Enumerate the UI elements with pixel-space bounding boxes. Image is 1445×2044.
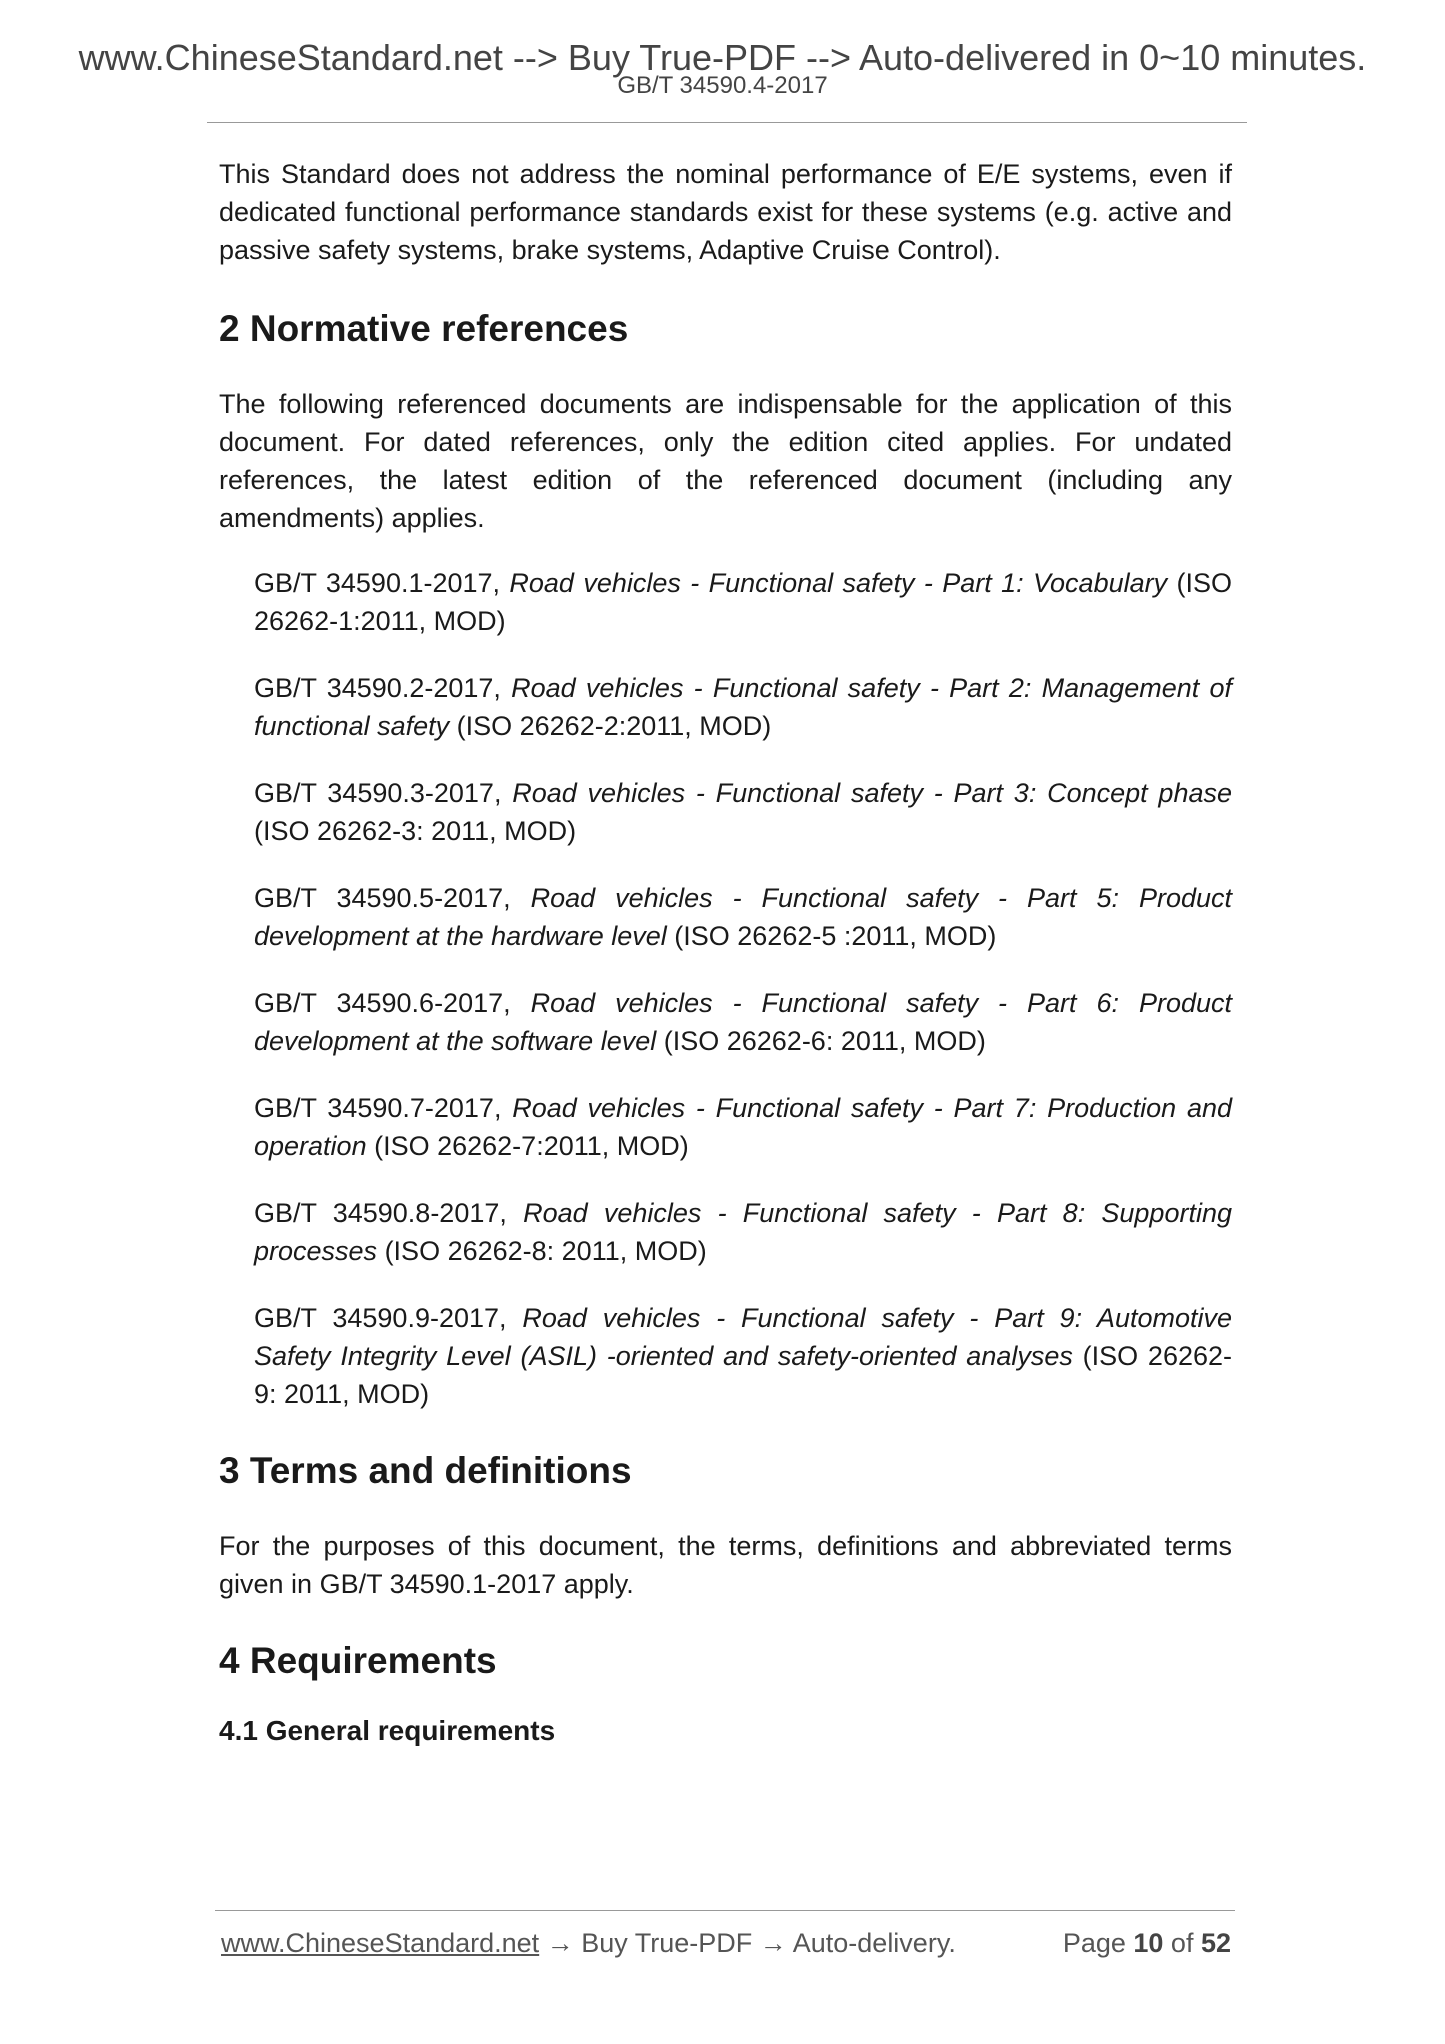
page-label: Page <box>1062 1928 1134 1958</box>
reference-title: Road vehicles - Functional safety - Part 3: Concept phase <box>512 778 1232 808</box>
reference-title: Road vehicles - Functional safety - Part 5: Product development at the hardware level <box>254 883 1232 951</box>
reference-item <box>254 879 1232 955</box>
reference-suffix: (ISO 26262-6: 2011, MOD) <box>656 1026 986 1056</box>
reference-title: Road vehicles - Functional safety - Part 1: Vocabulary <box>509 568 1168 598</box>
page-of-label: of <box>1163 1928 1201 1958</box>
page-footer <box>221 1926 1231 1960</box>
section-2-paragraph: The following referenced documents are indispensable for the application of this document. For dated references, only the edition cited applies. For undated references, the latest edition of the referenced document (including any amendments) applies. <box>219 389 1232 533</box>
reference-suffix: (ISO 26262-1:2011, MOD) <box>254 568 1232 636</box>
footer-delivery-text: → Buy True-PDF → Auto-delivery. <box>539 1928 956 1958</box>
reference-suffix: (ISO 26262-8: 2011, MOD) <box>377 1236 707 1266</box>
standard-code: GB/T 34590.4-2017 <box>617 72 828 99</box>
reference-item <box>254 1194 1232 1270</box>
reference-suffix: (ISO 26262-7:2011, MOD) <box>366 1131 689 1161</box>
reference-item <box>254 984 1232 1060</box>
reference-code: GB/T 34590.1-2017, <box>254 568 510 598</box>
reference-item <box>254 1299 1232 1413</box>
intro-paragraph: This Standard does not address the nominal performance of E/E systems, even if dedicated functional performance standards exist for these systems (e.g. active and passive safety systems, brake systems, Adaptive Cruise Control). <box>219 159 1232 265</box>
reference-code: GB/T 34590.6-2017, <box>254 988 531 1018</box>
reference-suffix: (ISO 26262-9: 2011, MOD) <box>254 1341 1233 1409</box>
reference-item <box>254 669 1232 745</box>
section-3-heading: 3 Terms and definitions <box>219 1450 632 1491</box>
document-body <box>219 155 1232 1749</box>
total-pages: 52 <box>1200 1928 1231 1958</box>
reference-title: Road vehicles - Functional safety - Part 2: Management of functional safety <box>254 673 1232 741</box>
footer-site-link[interactable]: www.ChineseStandard.net <box>221 1928 540 1958</box>
reference-code: GB/T 34590.9-2017, <box>254 1303 523 1333</box>
reference-code: GB/T 34590.3-2017, <box>254 778 513 808</box>
reference-code: GB/T 34590.2-2017, <box>254 673 512 703</box>
reference-item <box>254 1089 1232 1165</box>
reference-suffix: (ISO 26262-5 :2011, MOD) <box>666 921 997 951</box>
reference-suffix: (ISO 26262-3: 2011, MOD) <box>254 816 577 846</box>
section-4-heading: 4 Requirements <box>219 1640 497 1681</box>
reference-item <box>254 564 1232 640</box>
reference-title: Road vehicles - Functional safety - Part 9: Automotive Safety Integrity Level (ASIL) -oriented and safety-oriented analyses <box>254 1303 1232 1371</box>
section-3-paragraph: For the purposes of this document, the terms, definitions and abbreviated terms given in GB/T 34590.1-2017 apply. <box>219 1531 1232 1599</box>
header-banner[interactable]: www.ChineseStandard.net --> Buy True-PDF --> Auto-delivered in 0~10 minutes. <box>78 37 1367 78</box>
reference-code: GB/T 34590.8-2017, <box>254 1198 524 1228</box>
page-number: 10 <box>1133 1928 1164 1958</box>
footer-divider <box>215 1910 1235 1911</box>
reference-title: Road vehicles - Functional safety - Part 6: Product development at the software level <box>254 988 1232 1056</box>
reference-title: Road vehicles - Functional safety - Part 8: Supporting processes <box>254 1198 1232 1266</box>
section-2-heading: 2 Normative references <box>219 308 629 349</box>
page-indicator <box>1063 1926 1231 1960</box>
reference-list <box>219 564 1232 1413</box>
reference-code: GB/T 34590.5-2017, <box>254 883 531 913</box>
section-4-1-heading: 4.1 General requirements <box>219 1715 556 1746</box>
reference-code: GB/T 34590.7-2017, <box>254 1093 513 1123</box>
reference-suffix: (ISO 26262-2:2011, MOD) <box>449 711 772 741</box>
reference-item <box>254 774 1232 850</box>
reference-title: Road vehicles - Functional safety - Part 7: Production and operation <box>254 1093 1232 1161</box>
header-divider <box>207 122 1247 123</box>
